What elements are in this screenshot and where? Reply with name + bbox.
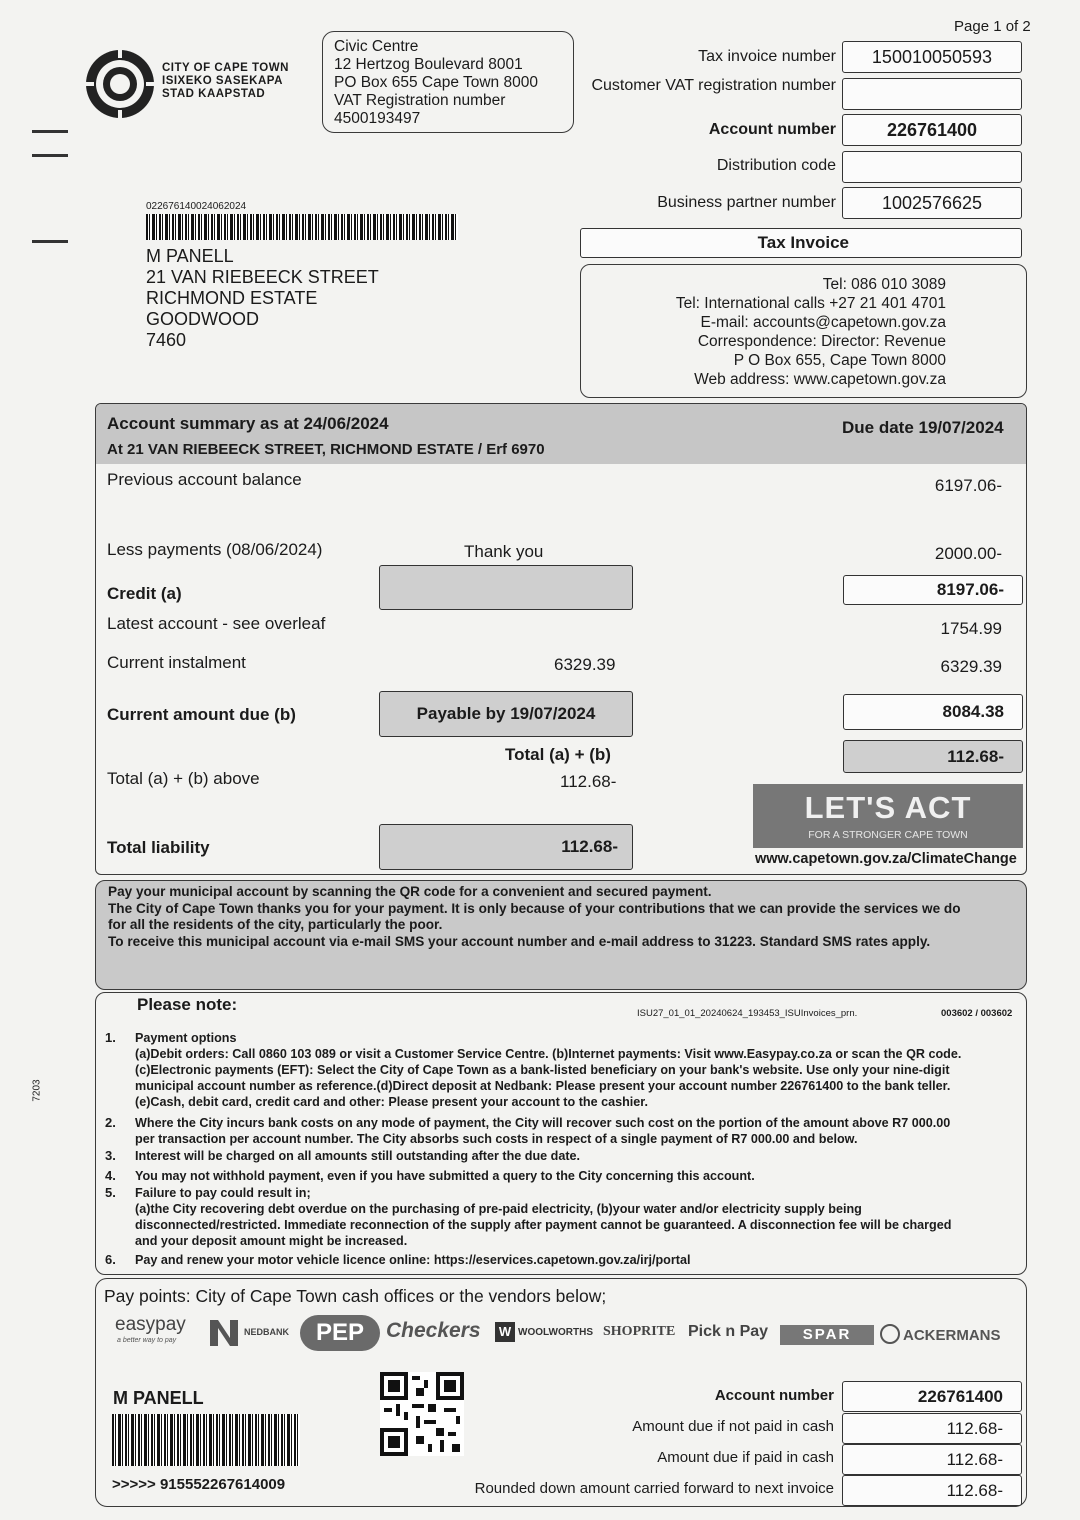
note-line: Interest will be charged on all amounts still outstanding after the due date. — [135, 1149, 581, 1163]
recipient-address-line: 7460 — [146, 330, 187, 350]
note-line: Payment options — [135, 1031, 237, 1045]
account-number-field: 226761400 — [842, 114, 1022, 146]
notice-line: Pay your municipal account by scanning the QR code for a convenient and secured payment. — [108, 884, 712, 899]
city-name-line: CITY OF CAPE TOWN — [162, 62, 289, 74]
account-number-label: Account number — [708, 121, 836, 138]
fold-mark — [32, 130, 68, 133]
note-line: You may not withhold payment, even if you have submitted a query to the City concerning this account. — [135, 1169, 755, 1183]
page-number: Page 1 of 2 — [954, 18, 1031, 35]
less-payments-value: 2000.00- — [934, 544, 1002, 563]
contact-phone: Tel: 086 010 3089 — [822, 276, 946, 293]
lets-act-subtitle: FOR A STRONGER CAPE TOWN — [808, 829, 968, 841]
notice-text — [108, 884, 1023, 950]
current-due-label: Current amount due (b) — [107, 705, 296, 724]
notice-line: To receive this municipal account via e-mail SMS your account number and e-mail address to 31223. Standard SMS rates apply. — [108, 933, 931, 949]
slip-rounded-value: 112.68- — [842, 1475, 1022, 1506]
ackermans-icon — [880, 1324, 900, 1344]
note-item — [105, 1148, 1055, 1164]
side-code: 7203 — [31, 1079, 43, 1102]
city-logo — [84, 48, 156, 120]
note-line: Where the City incurs bank costs on any mode of payment, the City will recover such cost on the portion of the amount above R7 000.00 — [135, 1116, 951, 1130]
tax-invoice-number-label: Tax invoice number — [698, 48, 836, 65]
issuer-address-line: Civic Centre — [334, 38, 419, 55]
slip-name: M PANELL — [113, 1388, 204, 1408]
note-item — [105, 1168, 1055, 1184]
instalment-mid-value: 6329.39 — [554, 655, 616, 674]
payable-by-box: Payable by 19/07/2024 — [379, 691, 633, 737]
note-item — [105, 1030, 1055, 1110]
note-line: (e)Cash, debit card, credit card and other: Please present your account to the cashier. — [135, 1095, 648, 1109]
recipient-address-line: RICHMOND ESTATE — [146, 288, 318, 308]
note-number: 4. — [105, 1168, 116, 1183]
summary-title: Account summary as at 24/06/2024 — [107, 414, 389, 433]
thank-you-text: Thank you — [464, 542, 544, 561]
pay-points-title: Pay points: City of Cape Town cash offices or the vendors below; — [104, 1286, 607, 1306]
notice-line: for all the residents of the city, particularly the poor. — [108, 917, 443, 932]
recipient-barcode — [146, 214, 458, 240]
distribution-code-field — [842, 151, 1022, 183]
tax-invoice-number-field: 150010050593 — [842, 41, 1022, 73]
less-payments-label: Less payments (08/06/2024) — [107, 540, 323, 559]
contact-web: Web address: www.capetown.gov.za — [694, 371, 946, 388]
note-line: (a)the City recovering debt overdue on the purchasing of pre-paid electricity, (b)your water and/or electricity supply being — [135, 1202, 862, 1216]
slip-not-cash-label: Amount due if not paid in cash — [632, 1418, 834, 1435]
total-ab-value: 112.68- — [843, 740, 1023, 773]
please-note-title: Please note: — [137, 995, 238, 1014]
spar-logo: SPAR — [780, 1325, 874, 1345]
total-ab-header: Total (a) + (b) — [505, 745, 611, 764]
shoprite-logo: SHOPRITE — [603, 1324, 676, 1339]
customer-vat-field — [842, 78, 1022, 110]
note-number: 3. — [105, 1148, 116, 1163]
total-liability-label: Total liability — [107, 838, 210, 857]
note-item — [105, 1252, 1055, 1268]
city-name — [162, 62, 289, 101]
total-ab-mid-value: 112.68- — [560, 772, 617, 791]
issuer-address-line: 12 Hertzog Boulevard 8001 — [334, 56, 523, 73]
total-ab-label: Total (a) + (b) above — [107, 769, 260, 788]
file-reference: ISU27_01_01_20240624_193453_ISUInvoices_prn. — [637, 1008, 858, 1019]
latest-account-value: 1754.99 — [940, 619, 1002, 638]
slip-cash-label: Amount due if paid in cash — [657, 1449, 834, 1466]
slip-barcode — [112, 1414, 300, 1466]
checkers-logo: Checkers — [386, 1319, 481, 1342]
recipient-address-line: GOODWOOD — [146, 309, 259, 329]
business-partner-label: Business partner number — [657, 194, 836, 211]
note-line: Pay and renew your motor vehicle licence online: https://eservices.capetown.gov.za/irj/portal — [135, 1253, 691, 1267]
fold-mark — [32, 154, 68, 157]
total-liability-value: 112.68- — [379, 824, 633, 870]
note-line: (c)Electronic payments (EFT): Select the City of Cape Town as a bank-listed beneficiary on your bank's website. Use only your nine-digit — [135, 1063, 950, 1077]
lets-act-banner — [753, 784, 1023, 848]
contact-correspondence: Correspondence: Director: Revenue — [697, 333, 946, 350]
pep-logo: PEP — [300, 1315, 380, 1351]
issuer-address-line: PO Box 655 Cape Town 8000 — [334, 74, 538, 91]
ackermans-logo: ACKERMANS — [903, 1327, 1001, 1344]
slip-not-cash-value: 112.68- — [842, 1413, 1022, 1444]
nedbank-logo: NEDBANK — [244, 1327, 289, 1337]
note-item — [105, 1115, 1055, 1147]
latest-account-label: Latest account - see overleaf — [107, 614, 326, 633]
issuer-address-box — [322, 31, 574, 133]
previous-balance-label: Previous account balance — [107, 470, 302, 489]
easypay-logo: easypay — [115, 1314, 186, 1335]
previous-balance-value: 6197.06- — [934, 476, 1002, 495]
contact-international: Tel: International calls +27 21 401 4701 — [675, 295, 946, 312]
easypay-tagline: a better way to pay — [117, 1337, 177, 1344]
distribution-code-label: Distribution code — [716, 157, 836, 174]
climate-change-link[interactable]: www.capetown.gov.za/ClimateChange — [755, 851, 1017, 867]
contact-box — [580, 264, 1027, 398]
note-line: Failure to pay could result in; — [135, 1186, 311, 1200]
city-name-line: STAD KAAPSTAD — [162, 88, 266, 100]
credit-grey-box — [379, 565, 633, 610]
due-date: Due date 19/07/2024 — [842, 418, 1004, 437]
payment-qr-code[interactable] — [380, 1372, 464, 1456]
page-reference: 003602 / 003602 — [941, 1008, 1013, 1019]
city-emblem-icon — [84, 48, 156, 120]
current-due-value: 8084.38 — [843, 694, 1023, 730]
instalment-value: 6329.39 — [940, 657, 1002, 676]
note-number: 5. — [105, 1185, 116, 1200]
recipient-address-line: M PANELL — [146, 246, 234, 266]
credit-value: 8197.06- — [843, 575, 1023, 605]
note-number: 2. — [105, 1115, 116, 1130]
slip-rounded-label: Rounded down amount carried forward to next invoice — [474, 1480, 834, 1497]
note-item — [105, 1185, 1055, 1249]
contact-email: E-mail: accounts@capetown.gov.za — [700, 314, 946, 331]
city-name-line: ISIXEKO SASEKAPA — [162, 75, 283, 87]
pick-n-pay-logo: Pick n Pay — [688, 1323, 769, 1340]
summary-location: At 21 VAN RIEBEECK STREET, RICHMOND ESTATE / Erf 6970 — [107, 441, 545, 458]
customer-vat-label: Customer VAT registration number — [591, 77, 836, 94]
note-line: (a)Debit orders: Call 0860 103 089 or visit a Customer Service Centre. (b)Internet payments: Visit www.Easypay.co.za or scan the QR code. — [135, 1047, 962, 1061]
slip-account-label: Account number — [714, 1387, 834, 1404]
slip-cash-value: 112.68- — [842, 1444, 1022, 1475]
woolworths-logo: WOOLWORTHS — [518, 1327, 593, 1338]
instalment-label: Current instalment — [107, 653, 246, 672]
fold-mark — [32, 240, 68, 243]
issuer-address-line: 4500193497 — [334, 110, 421, 127]
recipient-address-line: 21 VAN RIEBEECK STREET — [146, 267, 379, 287]
recipient-address — [146, 246, 379, 351]
tax-invoice-title: Tax Invoice — [580, 228, 1022, 258]
contact-po-box: P O Box 655, Cape Town 8000 — [733, 352, 946, 369]
note-line: and your deposit amount might be increased. — [135, 1234, 408, 1248]
note-number: 1. — [105, 1030, 116, 1045]
lets-act-title: LET'S ACT — [804, 790, 972, 825]
credit-label: Credit (a) — [107, 584, 182, 603]
notice-line: The City of Cape Town thanks you for your payment. It is only because of your contributions that we can provide the services we do — [108, 900, 961, 916]
recipient-barcode-text: 022676140024062024 — [146, 201, 247, 212]
woolworths-icon: W — [495, 1322, 515, 1342]
note-line: per transaction per account number. The City absorbs such costs in respect of a single payment of R7 000.00 and below. — [135, 1132, 858, 1146]
slip-barcode-number: >>>>> 915552267614009 — [112, 1476, 286, 1493]
note-line: disconnected/restricted. Immediate reconnection of the supply after payment cannot be guaranteed. A disconnection fee will be charged — [135, 1218, 952, 1232]
note-number: 6. — [105, 1252, 116, 1267]
note-line: municipal account number as reference.(d)Direct deposit at Nedbank: Please present your account number 226761400 to the bank teller. — [135, 1079, 951, 1093]
nedbank-icon — [208, 1318, 240, 1348]
issuer-address-line: VAT Registration number — [334, 92, 506, 109]
business-partner-field: 1002576625 — [842, 187, 1022, 219]
slip-account-value: 226761400 — [842, 1381, 1022, 1412]
